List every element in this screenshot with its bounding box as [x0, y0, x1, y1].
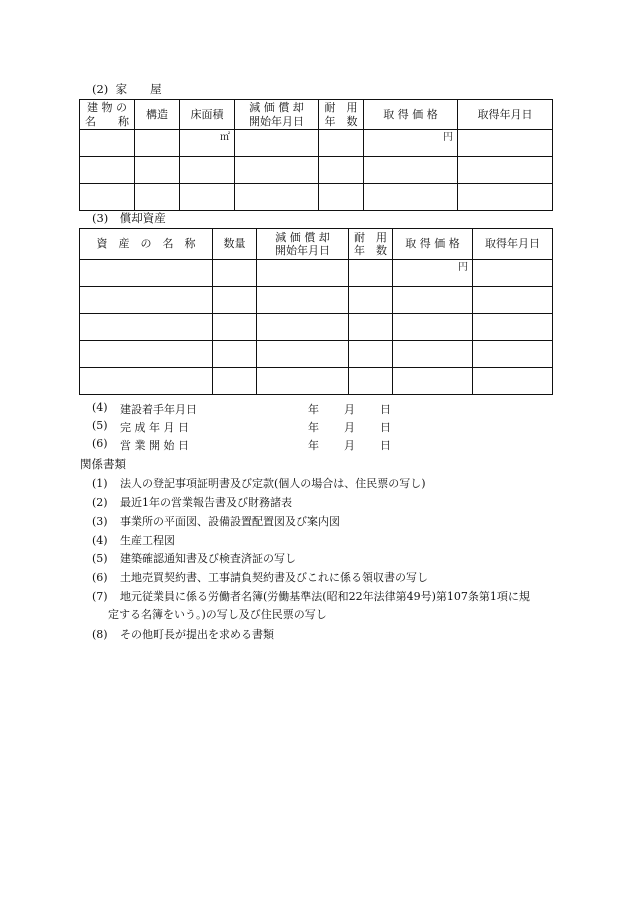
cell-acquisition-price[interactable]: [364, 130, 458, 157]
table-row: [80, 157, 553, 184]
header-building-name: 建 物 の 名 称: [80, 100, 135, 130]
related-docs-heading: 関係書類: [80, 457, 126, 471]
date-line-business-start: (6) 営 業 開 始 日 年 月 日: [92, 437, 391, 452]
table-row: [80, 260, 553, 287]
header-depreciation-start: 減 価 償 却 開始年月日: [257, 229, 349, 260]
list-item: (2) 最近1年の営業報告書及び財務諸表: [92, 496, 292, 509]
table-row: [80, 184, 553, 211]
header-acquisition-date: 取得年月日: [473, 229, 553, 260]
price-unit: 円: [443, 132, 453, 143]
table-row: [80, 314, 553, 341]
table-row: [80, 130, 553, 157]
date-line-construction-start: (4) 建設着手年月日 年 月 日: [92, 401, 391, 416]
cell-acquisition-date[interactable]: [458, 130, 553, 157]
table-row: [80, 287, 553, 314]
header-asset-name: 資 産 の 名 称: [80, 229, 213, 260]
list-item: (6) 土地売買契約書、工事請負契約書及びこれに係る領収書の写し: [92, 571, 428, 584]
cell-floor-area[interactable]: [180, 130, 235, 157]
header-acquisition-date: 取得年月日: [458, 100, 553, 130]
area-unit: ㎡: [220, 132, 230, 143]
list-item: (7) 地元従業員に係る労働者名簿(労働基準法(昭和22年法律第49号)第107条第1項に規: [92, 590, 530, 603]
assets-table: [79, 228, 553, 395]
list-item: (4) 生産工程図: [92, 534, 175, 547]
list-item-continuation: 定する名簿をいう。)の写し及び住民票の写し: [108, 608, 327, 621]
cell-structure[interactable]: [135, 130, 180, 157]
cell-name[interactable]: [80, 130, 135, 157]
price-unit: 円: [458, 262, 468, 273]
assets-section-title: (3) 償却資産: [92, 211, 166, 225]
header-useful-life: 耐 用 年 数: [319, 100, 364, 130]
list-item: (1) 法人の登記事項証明書及び定款(個人の場合は、住民票の写し): [92, 477, 426, 490]
header-structure: 構造: [135, 100, 180, 130]
list-item: (8) その他町長が提出を求める書類: [92, 628, 274, 641]
header-floor-area: 床面積: [180, 100, 235, 130]
table-row: [80, 368, 553, 395]
header-depreciation-start: 減 価 償 却 開始年月日: [235, 100, 319, 130]
table-row: [80, 341, 553, 368]
cell-depreciation-start[interactable]: [235, 130, 319, 157]
header-acquisition-price: 取 得 価 格: [364, 100, 458, 130]
header-quantity: 数量: [213, 229, 257, 260]
list-item: (5) 建築確認通知書及び検査済証の写し: [92, 552, 296, 565]
buildings-table: [79, 99, 553, 211]
header-acquisition-price: 取 得 価 格: [393, 229, 473, 260]
cell-useful-life[interactable]: [319, 130, 364, 157]
list-item: (3) 事業所の平面図、設備設置配置図及び案内図: [92, 515, 340, 528]
buildings-section-title: (2) 家 屋: [92, 82, 162, 96]
date-line-completion: (5) 完 成 年 月 日 年 月 日: [92, 419, 391, 434]
cell-acquisition-price[interactable]: [393, 260, 473, 287]
header-useful-life: 耐 用 年 数: [349, 229, 393, 260]
